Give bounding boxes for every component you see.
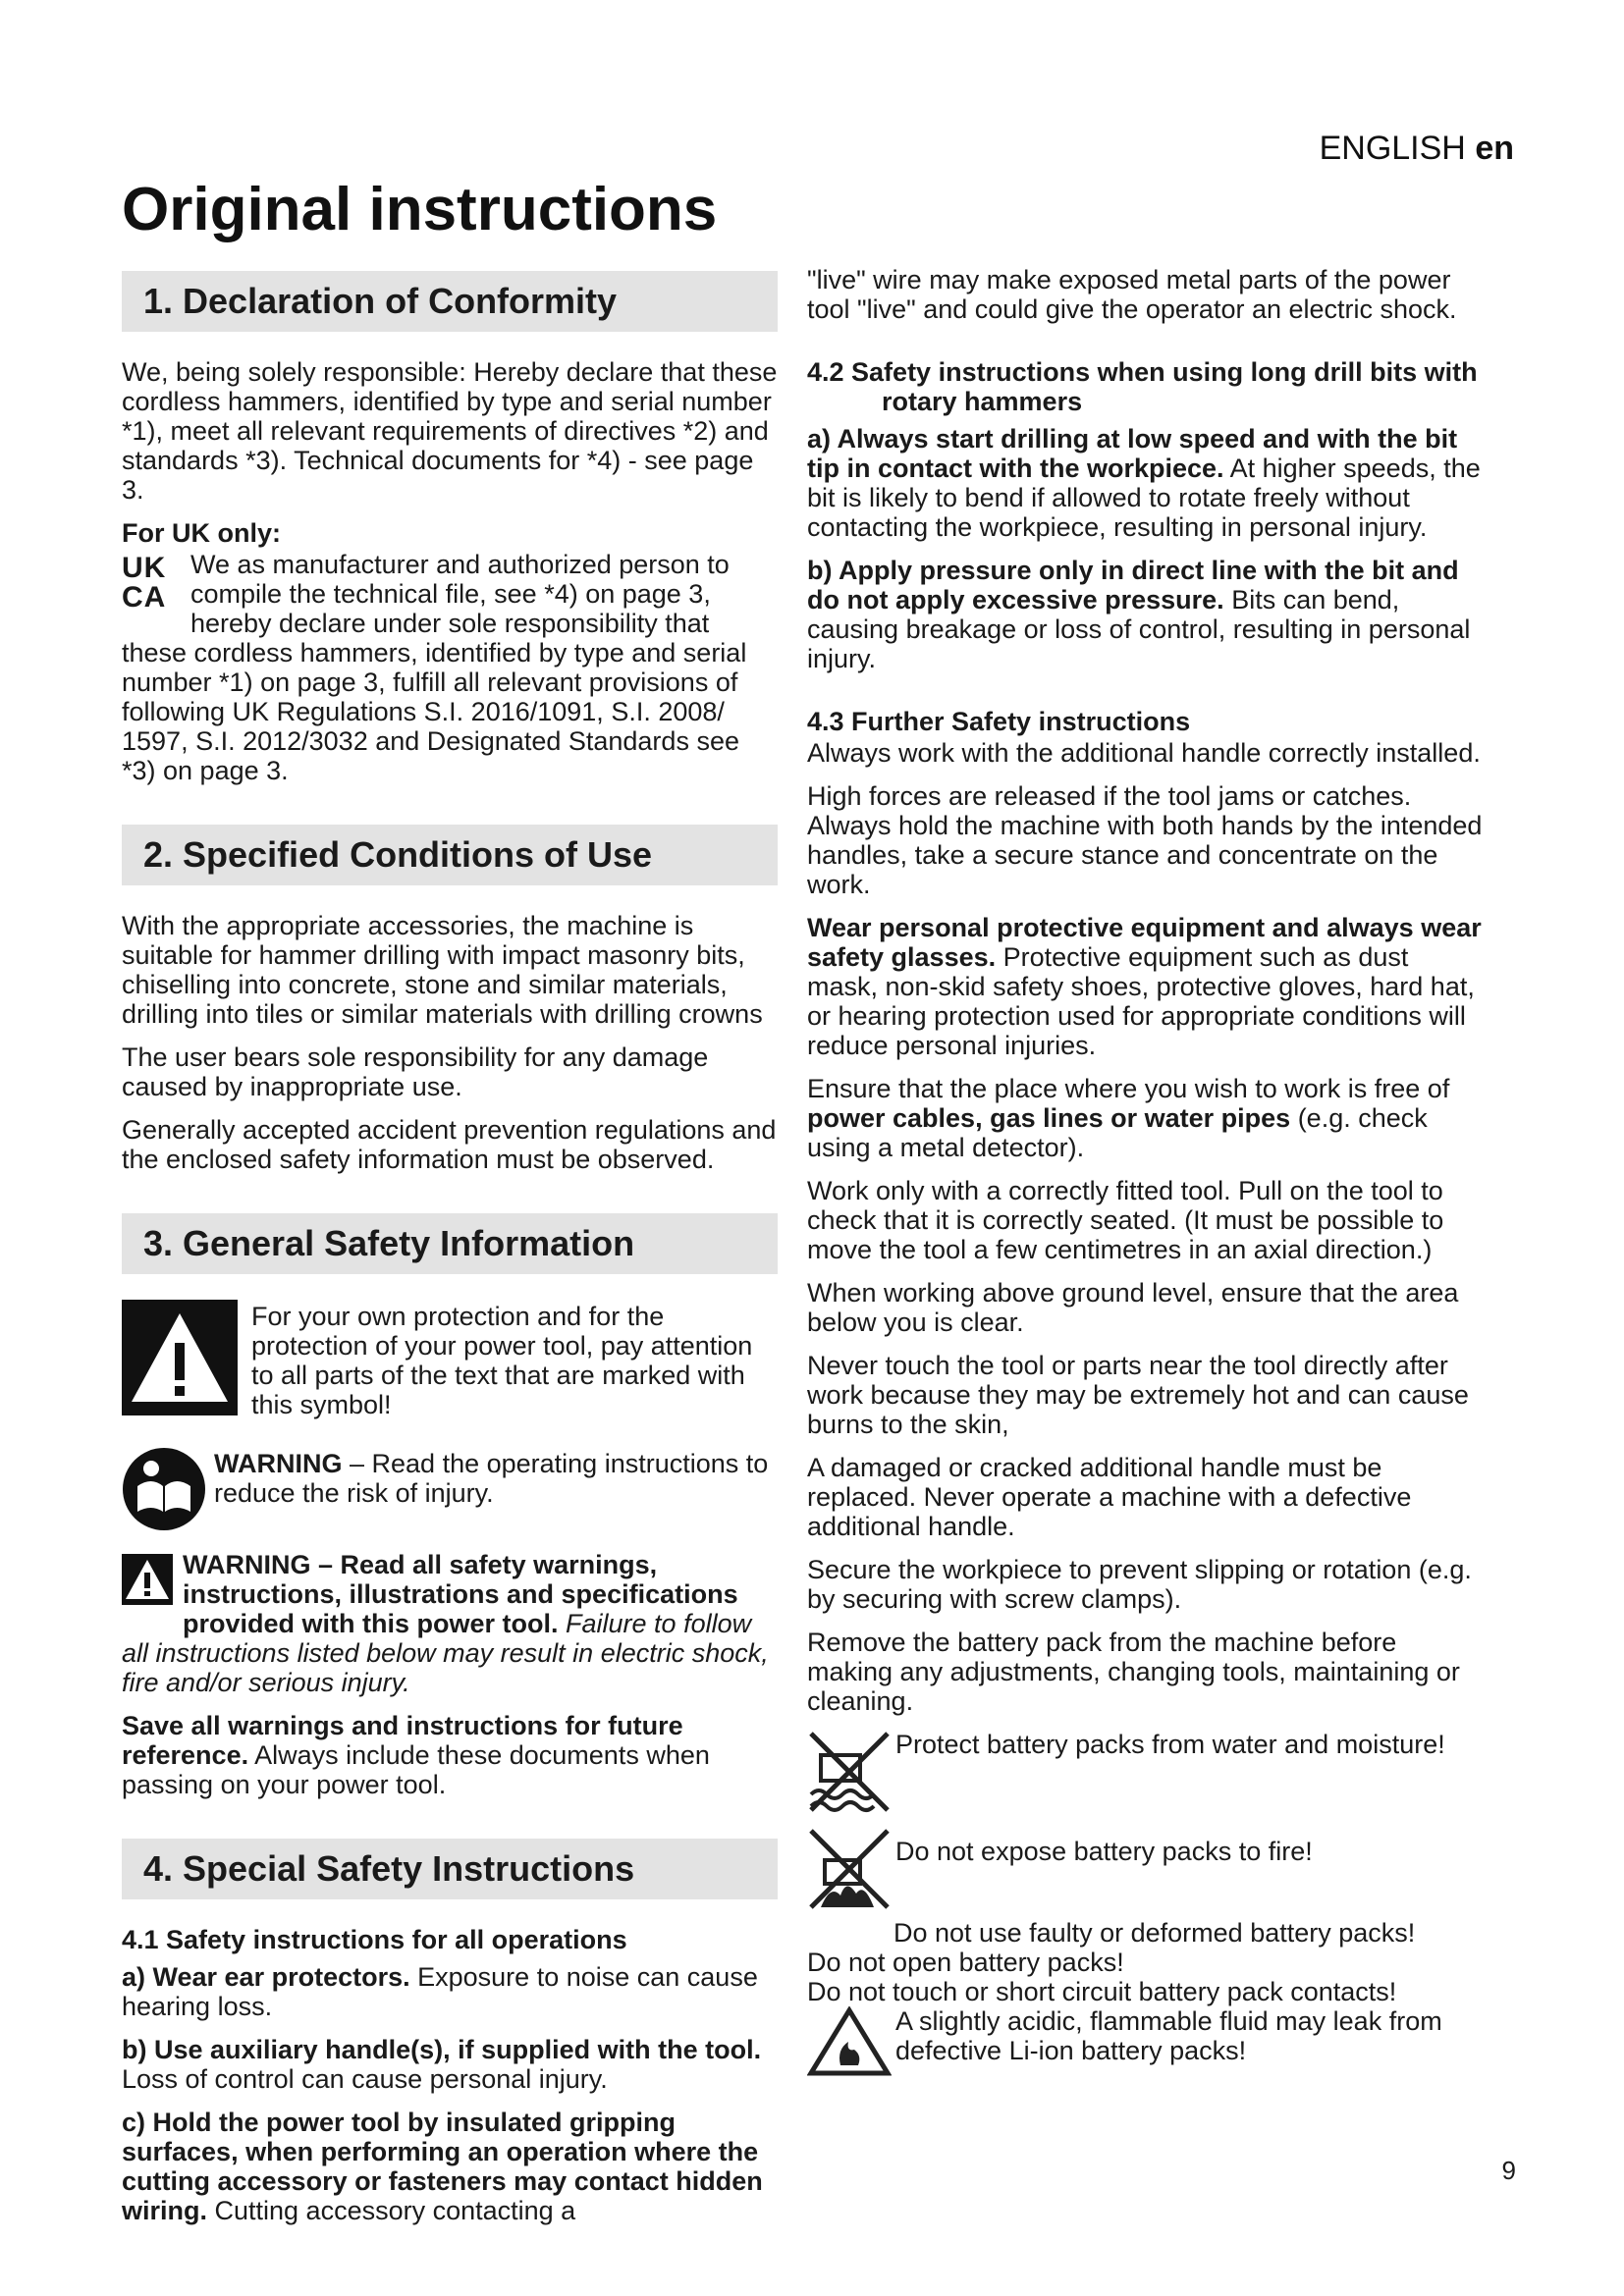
symbol-note-text: For your own protection and for the protection of your power tool, pay attention to all parts of the text that are marked with this symbol! xyxy=(251,1302,753,1419)
battery-water-text: Protect battery packs from water and moisture! xyxy=(895,1730,1445,1759)
further-safety-6: When working above ground level, ensure that the area below you is clear. xyxy=(807,1278,1459,1337)
item-42b-text: Bits can bend, causing breakage or loss of control, resulting in personal injury. xyxy=(807,585,1471,673)
flammable-warning-icon xyxy=(807,2006,892,2082)
safety-warning-bold: WARNING – Read all safety warnings, instructions, illustrations and specifications provided with this power tool. xyxy=(183,1550,738,1638)
uk-only-heading: For UK only: xyxy=(122,518,281,548)
conditions-text-1: With the appropriate accessories, the machine is suitable for hammer drilling with impact masonry bits, chiselling into concrete, stone and similar materials, drilling into tiles or similar materials with drilling crowns xyxy=(122,911,763,1029)
further-safety-9: Secure the workpiece to prevent slipping or rotation (e.g. by securing with screw clamps). xyxy=(807,1555,1472,1614)
no-fire-icon xyxy=(807,1827,892,1916)
warning-triangle-icon xyxy=(122,1300,238,1420)
read-warning-text: – Read the operating instructions to reduce the risk of injury. xyxy=(214,1449,769,1508)
further-safety-3-text: Protective equipment such as dust mask, non-skid safety shoes, protective gloves, hard hat, or hearing protection used for appropriate conditions will reduce personal injuries. xyxy=(807,942,1475,1060)
save-warnings-text: Always include these documents when passing on your power tool. xyxy=(122,1740,710,1799)
item-42a-text: At higher speeds, the bit is likely to bend if allowed to rotate freely without contacting the workpiece, resulting in personal injury. xyxy=(807,454,1481,542)
item-42b-bold: b) Apply pressure only in direct line with the bit and do not apply excessive pressure. xyxy=(807,556,1459,614)
item-c-continued: "live" wire may make exposed metal parts of the power tool "live" and could give the operator an electric shock. xyxy=(807,265,1457,324)
further-safety-4-b: (e.g. check using a metal detector). xyxy=(807,1103,1428,1162)
declaration-text: We, being solely responsible: Hereby declare that these cordless hammers, identified by type and serial number *1), meet all relevant requirements of directives *2) and standards *3). Technical documents for *4) - see page 3. xyxy=(122,357,778,505)
further-safety-4-bold: power cables, gas lines or water pipes xyxy=(807,1103,1291,1133)
battery-fluid-note xyxy=(807,2006,1485,2082)
uk-declaration xyxy=(122,550,778,785)
item-42a-bold: a) Always start drilling at low speed and with the bit tip in contact with the workpiece. xyxy=(807,424,1458,483)
battery-contacts-text: Do not touch or short circuit battery pack contacts! xyxy=(807,1977,1397,2006)
read-manual-warning xyxy=(122,1447,778,1536)
subsection-4-3: 4.3 Further Safety instructions xyxy=(807,707,1191,736)
read-warning-label: WARNING xyxy=(214,1449,343,1478)
battery-open-text: Do not open battery packs! xyxy=(807,1948,1124,1977)
no-water-icon xyxy=(807,1730,892,1819)
read-manual-icon xyxy=(122,1447,206,1536)
item-a-bold: a) Wear ear protectors. xyxy=(122,1962,410,1992)
item-b-bold: b) Use auxiliary handle(s), if supplied with the tool. xyxy=(122,2035,762,2064)
further-safety-7: Never touch the tool or parts near the tool directly after work because they may be extremely hot and can cause burns to the skin, xyxy=(807,1351,1469,1439)
ukca-mark-icon: UK CA xyxy=(122,552,167,614)
battery-faulty-text: Do not use faulty or deformed battery packs! xyxy=(893,1918,1416,1948)
further-safety-1: Always work with the additional handle correctly installed. xyxy=(807,738,1481,768)
uk-declaration-text: We as manufacturer and authorized person to compile the technical file, see *4) on page 3, hereby declare under sole responsibility that these cordless hammers, identified by type and serial number *1) on page 3, fulfill all relevant provisions of following UK Regulations S.I. 2016/1091, S.I. 2008/ 1597, S.I. 2012/3032 and Designated Standards see *3) on page 3. xyxy=(122,550,747,785)
item-b-text: Loss of control can cause personal injury. xyxy=(122,2064,608,2094)
further-safety-3-bold: Wear personal protective equipment and always wear safety glasses. xyxy=(807,913,1482,972)
warning-small-triangle-icon xyxy=(122,1554,173,1610)
conditions-text-2: The user bears sole responsibility for any damage caused by inappropriate use. xyxy=(122,1042,709,1101)
further-safety-5: Work only with a correctly fitted tool. Pull on the tool to check that it is correctly seated. (It must be possible to move the tool a few centimetres in an axial direction.) xyxy=(807,1176,1444,1264)
battery-fire-text: Do not expose battery packs to fire! xyxy=(895,1837,1313,1866)
save-warnings-bold: Save all warnings and instructions for future reference. xyxy=(122,1711,683,1770)
subsection-4-2: 4.2 Safety instructions when using long drill bits with rotary hammers xyxy=(807,357,1478,416)
item-c-bold: c) Hold the power tool by insulated gripping surfaces, when performing an operation where the cutting accessory or fasteners may contact hidden wiring. xyxy=(122,2108,763,2225)
battery-fire-note xyxy=(807,1827,1485,1916)
language-label: ENGLISH en xyxy=(1319,130,1514,167)
subsection-4-1: 4.1 Safety instructions for all operations xyxy=(122,1925,627,1954)
left-column xyxy=(122,265,778,2239)
further-safety-10: Remove the battery pack from the machine before making any adjustments, changing tools, maintaining or cleaning. xyxy=(807,1628,1460,1716)
section-heading-general-safety: 3. General Safety Information xyxy=(122,1213,778,1274)
right-column xyxy=(807,265,1485,2090)
safety-warning-block xyxy=(122,1550,778,1697)
battery-water-note xyxy=(807,1730,1485,1819)
further-safety-2: High forces are released if the tool jams or catches. Always hold the machine with both hands by the intended handles, take a secure stance and concentrate on the work. xyxy=(807,781,1483,899)
section-heading-declaration: 1. Declaration of Conformity xyxy=(122,271,778,332)
item-c-text: Cutting accessory contacting a xyxy=(207,2196,576,2225)
section-heading-conditions: 2. Specified Conditions of Use xyxy=(122,825,778,885)
section-heading-special-safety: 4. Special Safety Instructions xyxy=(122,1839,778,1899)
symbol-note xyxy=(122,1300,778,1433)
further-safety-8: A damaged or cracked additional handle must be replaced. Never operate a machine with a defective additional handle. xyxy=(807,1453,1412,1541)
page-number: 9 xyxy=(1501,2156,1516,2185)
page-title: Original instructions xyxy=(122,176,718,243)
battery-fluid-text: A slightly acidic, flammable fluid may leak from defective Li-ion battery packs! xyxy=(895,2006,1442,2065)
item-a-text: Exposure to noise can cause hearing loss. xyxy=(122,1962,758,2021)
safety-warning-italic: Failure to follow all instructions listed below may result in electric shock, fire and/or serious injury. xyxy=(122,1609,769,1697)
conditions-text-3: Generally accepted accident prevention regulations and the enclosed safety information must be observed. xyxy=(122,1115,777,1174)
further-safety-4-a: Ensure that the place where you wish to work is free of xyxy=(807,1074,1450,1103)
